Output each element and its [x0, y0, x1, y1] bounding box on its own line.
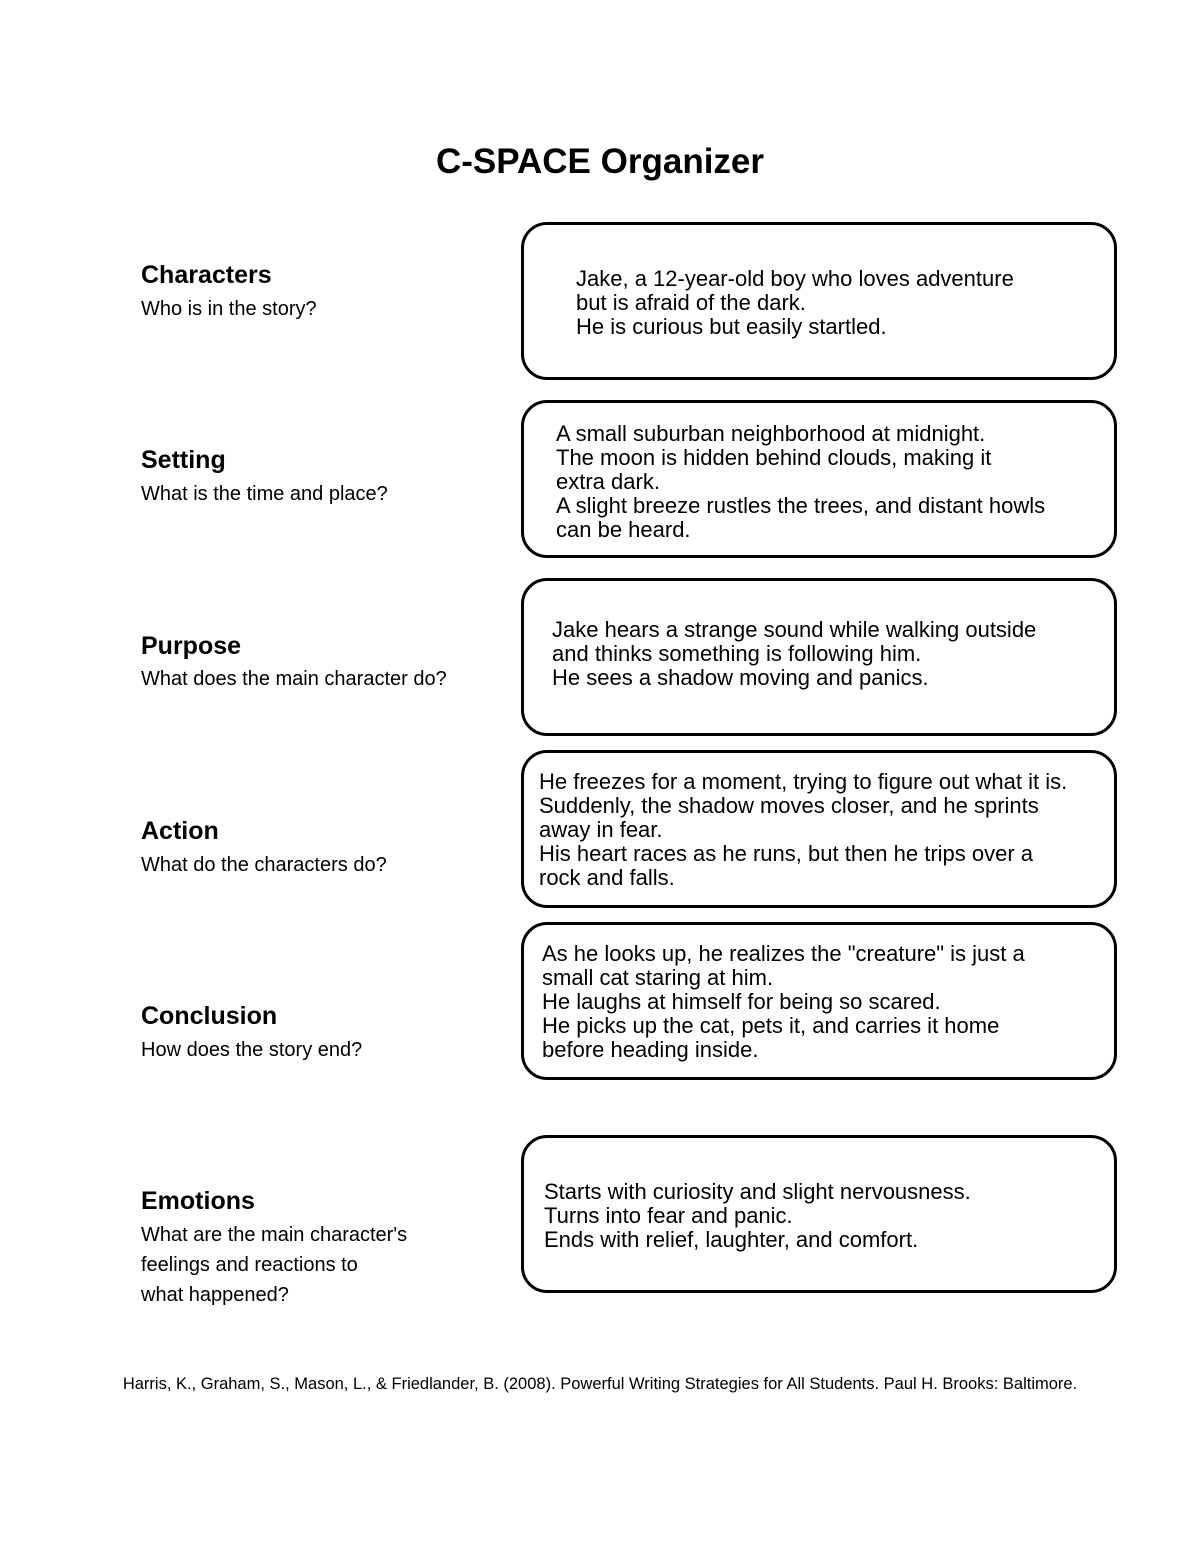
- section-heading: Emotions: [141, 1187, 255, 1215]
- page-title: C-SPACE Organizer: [435, 142, 765, 181]
- answer-text: Starts with curiosity and slight nervousness. Turns into fear and panic. Ends with relief, laughter, and comfort.: [544, 1179, 971, 1252]
- section-question: What do the characters do?: [141, 854, 387, 876]
- section-question: What does the main character do?: [141, 668, 447, 690]
- answer-box: [521, 578, 1117, 736]
- section-question: Who is in the story?: [141, 298, 317, 320]
- section-heading: Action: [141, 817, 219, 845]
- section-question: How does the story end?: [141, 1039, 363, 1061]
- citation: Harris, K., Graham, S., Mason, L., & Friedlander, B. (2008). Powerful Writing Strategies for All Students. Paul H. Brooks: Baltimore.: [122, 1375, 1078, 1393]
- section-question: What is the time and place?: [141, 483, 388, 505]
- answer-text: A small suburban neighborhood at midnight. The moon is hidden behind clouds, making it extra dark. A slight breeze rustles the trees, and distant howls can be heard.: [556, 421, 1046, 542]
- answer-text: As he looks up, he realizes the "creature" is just a small cat staring at him. He laughs at himself for being so scared. He picks up the cat, pets it, and carries it home before heading inside.: [542, 941, 1025, 1062]
- section-heading: Purpose: [141, 632, 242, 660]
- answer-box: [521, 750, 1117, 908]
- answer-text: He freezes for a moment, trying to figure out what it is. Suddenly, the shadow moves closer, and he sprints away in fear. His heart races as he runs, but then he trips over a rock and falls.: [539, 769, 1068, 890]
- answer-text: Jake, a 12-year-old boy who loves adventure but is afraid of the dark. He is curious but easily startled.: [576, 266, 1014, 339]
- answer-box: [521, 922, 1117, 1080]
- answer-box: [521, 1135, 1117, 1293]
- section-question: What are the main character's feelings and reactions to what happened?: [141, 1224, 408, 1306]
- answer-box: [521, 222, 1117, 380]
- section-heading: Conclusion: [141, 1002, 278, 1030]
- answer-text: Jake hears a strange sound while walking outside and thinks something is following him. He sees a shadow moving and panics.: [552, 617, 1037, 690]
- answer-box: [521, 400, 1117, 558]
- section-heading: Setting: [141, 446, 226, 474]
- section-heading: Characters: [141, 261, 272, 289]
